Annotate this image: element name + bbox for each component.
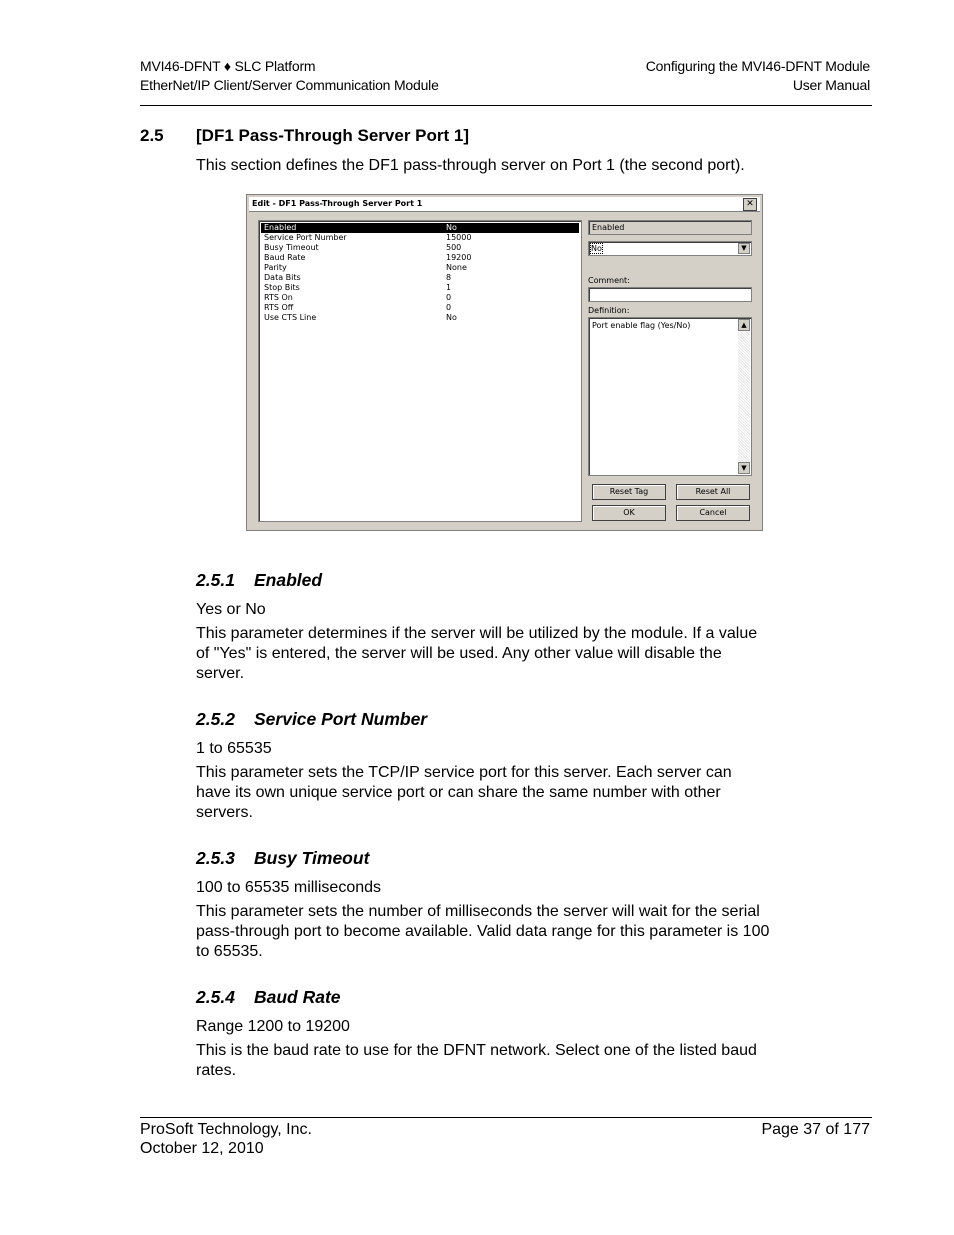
param-key: RTS Off	[264, 303, 294, 312]
header-divider	[140, 105, 872, 106]
param-key: Data Bits	[264, 273, 301, 282]
list-item[interactable]	[261, 223, 579, 233]
header-right-line1: Configuring the MVI46-DFNT Module	[645, 58, 870, 74]
subsection-number: 2.5.3	[196, 848, 235, 868]
paragraph-line: This is the baud rate to use for the DFNT network. Select one of the listed baud	[196, 1042, 757, 1059]
paragraph-line: This parameter sets the number of milliseconds the server will wait for the serial	[196, 903, 760, 920]
param-value: No	[446, 223, 457, 232]
list-item[interactable]	[261, 273, 579, 283]
param-value: 1	[446, 283, 452, 292]
scroll-down-icon[interactable]: ▼	[738, 462, 750, 474]
comment-input[interactable]	[588, 287, 752, 302]
list-item[interactable]	[261, 303, 579, 313]
param-value: 500	[446, 243, 462, 252]
subsection-title: Baud Rate	[254, 987, 341, 1007]
subsection-title: Busy Timeout	[254, 848, 370, 868]
value-select[interactable]	[588, 241, 752, 256]
field-name: Enabled	[592, 223, 625, 232]
param-value: None	[446, 263, 467, 272]
dialog-title-bar	[249, 197, 760, 212]
paragraph-line: pass-through port to become available. Valid data range for this parameter is 100	[196, 923, 770, 940]
param-key: Parity	[264, 263, 287, 272]
list-item[interactable]	[261, 293, 579, 303]
section-intro: This section defines the DF1 pass-through server on Port 1 (the second port).	[196, 157, 745, 174]
param-value: 19200	[446, 253, 472, 262]
subsection-range: Yes or No	[196, 601, 266, 618]
subsection-range: 100 to 65535 milliseconds	[196, 879, 382, 896]
reset-tag-button[interactable]: Reset Tag	[592, 484, 666, 500]
edit-dialog	[246, 194, 763, 531]
ok-button[interactable]: OK	[592, 505, 666, 521]
scroll-up-icon[interactable]: ▲	[738, 319, 750, 331]
subsection-paragraph	[196, 763, 816, 823]
definition-scrollbar[interactable]	[738, 319, 750, 474]
dialog-title: Edit - DF1 Pass-Through Server Port 1	[252, 199, 423, 208]
field-name-box	[588, 220, 752, 235]
subsection-range: 1 to 65535	[196, 740, 272, 757]
param-key: Busy Timeout	[264, 243, 319, 252]
definition-text: Port enable flag (Yes/No)	[592, 321, 691, 330]
subsection-title: Service Port Number	[254, 709, 428, 729]
list-item[interactable]	[261, 313, 579, 323]
list-item[interactable]	[261, 243, 579, 253]
param-value: 15000	[446, 233, 472, 242]
param-value: 0	[446, 293, 452, 302]
paragraph-line: This parameter sets the TCP/IP service port for this server. Each server can	[196, 764, 732, 781]
header-left-line2: EtherNet/IP Client/Server Communication Module	[140, 77, 439, 93]
param-key: Enabled	[264, 223, 297, 232]
list-item[interactable]	[261, 233, 579, 243]
cancel-button[interactable]: Cancel	[676, 505, 750, 521]
subsection-title: Enabled	[254, 570, 323, 590]
footer-divider	[140, 1117, 872, 1118]
param-key: Use CTS Line	[264, 313, 317, 322]
param-key: Baud Rate	[264, 253, 306, 262]
footer-date: October 12, 2010	[140, 1140, 264, 1157]
list-item[interactable]	[261, 263, 579, 273]
subsection-paragraph	[196, 624, 816, 684]
paragraph-line: This parameter determines if the server will be utilized by the module. If a value	[196, 625, 758, 642]
header-right-line2: User Manual	[792, 77, 870, 93]
close-icon[interactable]: ✕	[743, 198, 757, 211]
definition-label: Definition:	[588, 306, 630, 315]
section-title: [DF1 Pass-Through Server Port 1]	[196, 126, 470, 145]
header-left-line1: MVI46-DFNT ♦ SLC Platform	[140, 58, 316, 74]
subsection-paragraph	[196, 1041, 816, 1081]
reset-all-button[interactable]: Reset All	[676, 484, 750, 500]
subsection-paragraph	[196, 902, 836, 962]
paragraph-line: servers.	[196, 804, 253, 821]
footer-company: ProSoft Technology, Inc.	[140, 1121, 312, 1138]
subsection-number: 2.5.4	[196, 987, 235, 1007]
paragraph-line: to 65535.	[196, 943, 263, 960]
footer-page-number: Page 37 of 177	[761, 1121, 870, 1138]
section-number: 2.5	[140, 126, 164, 145]
paragraph-line: of "Yes" is entered, the server will be used. Any other value will disable the	[196, 645, 722, 662]
param-key: RTS On	[264, 293, 293, 302]
chevron-down-icon[interactable]: ▼	[738, 243, 750, 254]
param-key: Service Port Number	[264, 233, 347, 242]
param-key: Stop Bits	[264, 283, 300, 292]
list-item[interactable]	[261, 283, 579, 293]
param-value: 8	[446, 273, 452, 282]
selected-value: No	[591, 244, 602, 253]
paragraph-line: have its own unique service port or can share the same number with other	[196, 784, 721, 801]
subsection-number: 2.5.2	[196, 709, 235, 729]
list-item[interactable]	[261, 253, 579, 263]
parameter-list[interactable]	[258, 220, 582, 522]
param-value: No	[446, 313, 457, 322]
definition-box	[588, 317, 752, 476]
comment-label: Comment:	[588, 276, 630, 285]
paragraph-line: server.	[196, 665, 245, 682]
paragraph-line: rates.	[196, 1062, 237, 1079]
param-value: 0	[446, 303, 452, 312]
subsection-range: Range 1200 to 19200	[196, 1018, 350, 1035]
subsection-number: 2.5.1	[196, 570, 235, 590]
